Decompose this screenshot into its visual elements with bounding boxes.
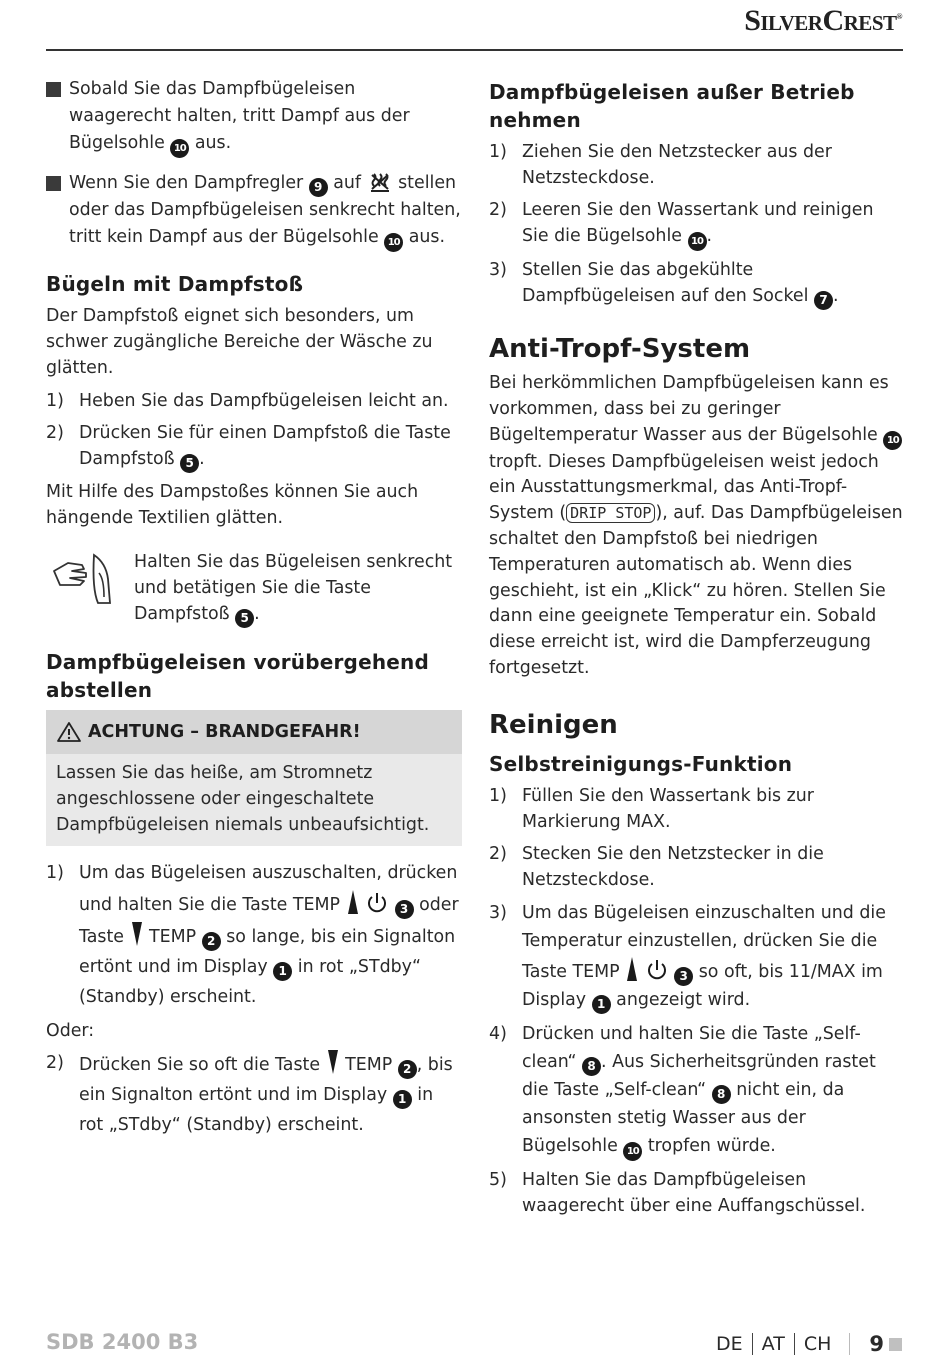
- divider: [794, 1333, 795, 1355]
- step-item: 4) Drücken und halten Sie die Taste „Self-clean“ 8 . Aus Sicherheitsgründen rastet die Taste „Self-clean“ 8 nicht ein, da ansonsten stetig Wasser aus der Bügelsohle 10 tropfen würde.: [489, 1020, 904, 1161]
- header-rule: [46, 49, 903, 51]
- marker-10: 10: [883, 431, 902, 450]
- marker-8: 8: [582, 1057, 601, 1076]
- bullet-square-icon: [46, 176, 61, 191]
- marker-1: 1: [592, 995, 611, 1014]
- drip-stop-symbol: DRIP STOP: [566, 503, 655, 523]
- country-de: DE: [716, 1333, 743, 1355]
- step-item: 1) Heben Sie das Dampfbügeleisen leicht an.: [46, 391, 449, 411]
- step-item: 1) Ziehen Sie den Netzstecker aus der Netzsteckdose.: [489, 142, 832, 188]
- step-item: 2) Stecken Sie den Netzstecker in die Netzsteckdose.: [489, 843, 824, 890]
- step-item: 2) Drücken Sie so oft die Taste TEMP 2 , bis ein Signalton ertönt und im Display 1 in rot „STdby“ (Standby) erscheint.: [46, 1048, 462, 1140]
- marker-3: 3: [674, 967, 693, 986]
- arrow-up-icon: [346, 888, 360, 916]
- hint-text: Halten Sie das Bügeleisen senkrecht und betätigen Sie die Taste Dampfstoß 5 .: [134, 549, 462, 628]
- heading-steam-burst: Bügeln mit Dampfstoß: [46, 272, 304, 296]
- bullet-text: Sobald Sie das Dampfbügeleisen waagerecht halten, tritt Dampf aus der Bügelsohle 10 aus.: [69, 76, 462, 158]
- footer-right: [716, 1332, 902, 1356]
- bullet-text: Wenn Sie den Dampfregler 9 auf stellen oder das Dampfbügeleisen senkrecht halten, tritt kein Dampf aus der Bügelsohle 10 aus.: [69, 170, 462, 252]
- marker-2: 2: [398, 1060, 417, 1079]
- power-icon: [365, 891, 389, 915]
- marker-2: 2: [202, 932, 221, 951]
- right-column: [489, 78, 904, 1225]
- step-item: 2) Leeren Sie den Wassertank und reinigen Sie die Bügelsohle 10 .: [489, 197, 904, 251]
- marker-10: 10: [170, 139, 189, 158]
- paragraph: Der Dampfstoß eignet sich besonders, um schwer zugängliche Bereiche der Wäsche zu glätten.: [46, 306, 433, 378]
- arrow-down-icon: [130, 920, 144, 948]
- warning-header: ACHTUNG – BRANDGEFAHR!: [46, 710, 462, 754]
- heading-cleaning: Reinigen: [489, 709, 618, 740]
- bullet-item: [46, 170, 462, 252]
- warning-triangle-icon: [56, 721, 82, 743]
- country-at: AT: [761, 1333, 785, 1355]
- heading-self-clean: Selbstreinigungs-Funktion: [489, 751, 793, 776]
- marker-8: 8: [712, 1085, 731, 1104]
- page-number: 9: [869, 1332, 884, 1356]
- heading-anti-drip: Anti-Tropf-System: [489, 334, 751, 364]
- marker-5: 5: [180, 454, 199, 473]
- hand-iron-icon: [46, 549, 134, 628]
- warning-box: [46, 710, 462, 846]
- step-item: 1) Um das Bügeleisen auszuschalten, drücken und halten Sie die Taste TEMP 3 oder Taste TEMP 2 so lange, bis ein Signalton ertönt und im Display 1 in rot „STdby“ (Standby) erscheint.: [46, 863, 459, 1007]
- marker-1: 1: [273, 962, 292, 981]
- brand-logo: SilverCrest®: [744, 4, 902, 37]
- arrow-down-icon: [326, 1048, 340, 1076]
- step-item: 1) Füllen Sie den Wassertank bis zur Markierung MAX.: [489, 785, 814, 832]
- steam-off-icon: [369, 171, 391, 193]
- bullet-item: [46, 76, 462, 158]
- paragraph-oder: Oder:: [46, 1021, 95, 1041]
- divider: [849, 1333, 850, 1355]
- marker-3: 3: [395, 900, 414, 919]
- bullet-square-icon: [46, 82, 61, 97]
- marker-9: 9: [309, 178, 328, 197]
- marker-7: 7: [814, 291, 833, 310]
- marker-10: 10: [384, 233, 403, 252]
- step-item: 5) Halten Sie das Dampfbügeleisen waagerecht über eine Auffangschüssel.: [489, 1169, 866, 1216]
- hint-box: [46, 549, 462, 628]
- marker-5: 5: [235, 609, 254, 628]
- page-square-icon: [889, 1338, 902, 1351]
- warning-body: Lassen Sie das heiße, am Stromnetz angeschlossene oder eingeschaltete Dampfbügeleisen niemals unbeaufsichtigt.: [56, 763, 430, 835]
- marker-10: 10: [688, 232, 707, 251]
- marker-1: 1: [393, 1090, 412, 1109]
- left-column: [46, 76, 462, 1146]
- paragraph: Mit Hilfe des Dampstoßes können Sie auch hängende Textilien glätten.: [46, 482, 419, 528]
- step-item: 3) Um das Bügeleisen einzuschalten und die Temperatur einzustellen, drücken Sie die Taste TEMP 3 so oft, bis 11/MAX im Display 1 angezeigt wird.: [489, 899, 904, 1014]
- heading-switch-off: Dampfbügeleisen vorübergehend abstellen: [46, 650, 429, 702]
- country-ch: CH: [803, 1333, 832, 1355]
- footer-model: SDB 2400 B3: [46, 1330, 199, 1354]
- paragraph-anti-drip: Bei herkömmlichen Dampfbügeleisen kann es vorkommen, dass bei zu geringer Bügeltemperatur Wasser aus der Bügelsohle 10 tropft. Dieses Dampfbügeleisen weist jedoch ein Ausstattungsmerkmal, das Anti-Tropf-System ( DRIP STOP ), auf. Das Dampfbügeleisen schaltet den Dampfstoß bei niedrigen Temperaturen automatisch ab. Wenn dies geschieht, ist ein „Klick“ zu hören. Stellen Sie dann eine geeignete Temperatur ein. Sobald diese erreicht ist, wird die Dampferzeugung fortgesetzt.: [489, 373, 903, 678]
- arrow-up-icon: [625, 955, 639, 983]
- power-icon: [645, 958, 669, 982]
- step-item: 3) Stellen Sie das abgekühlte Dampfbügeleisen auf den Sockel 7 .: [489, 257, 904, 310]
- step-item: 2) Drücken Sie für einen Dampfstoß die Taste Dampfstoß 5 .: [46, 420, 462, 473]
- heading-out-of-service: Dampfbügeleisen außer Betrieb nehmen: [489, 80, 855, 132]
- marker-10: 10: [623, 1142, 642, 1161]
- divider: [752, 1333, 753, 1355]
